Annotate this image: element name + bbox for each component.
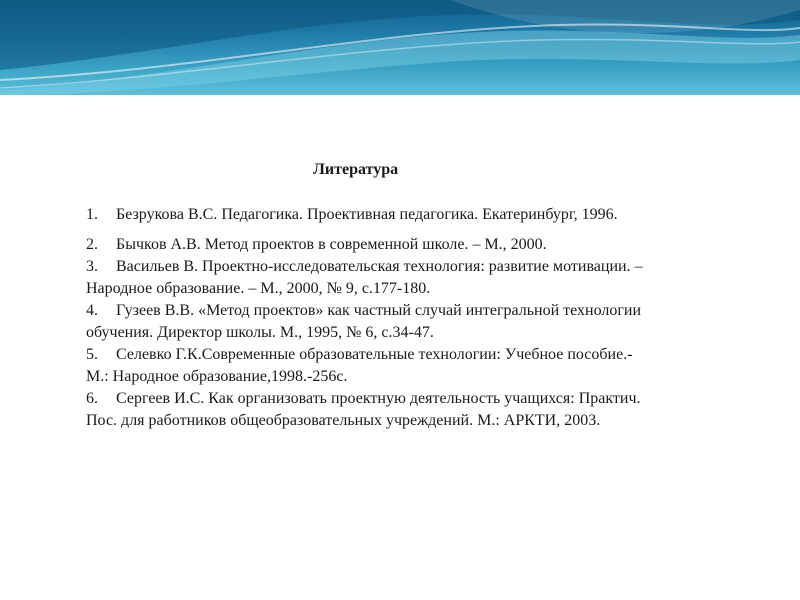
decorative-wave-band: [0, 0, 800, 95]
bibliography-entry: [86, 344, 646, 388]
entry-text: Сергеев И.С. Как организовать проектную деятельность учащихся: Практич. Пос. для работников общеобразовательных учреждений. М.: АРКТИ, 2003.: [86, 390, 641, 429]
bibliography-entry: [86, 388, 646, 432]
entry-text: Бычков А.В. Метод проектов в современной школе. – М., 2000.: [116, 236, 547, 253]
page-title: Литература: [313, 161, 399, 178]
bibliography-entry: [86, 234, 646, 256]
wave-graphic: [0, 0, 800, 95]
bibliography-entry: [86, 204, 646, 226]
entry-number: 6.: [86, 390, 98, 407]
entry-text: Селевко Г.К.Современные образовательные технологии: Учебное пособие.-М.: Народное образование,1998.-256с.: [86, 346, 633, 385]
entry-text: Гузеев В.В. «Метод проектов» как частный случай интегральной технологии обучения. Директор школы. М., 1995, № 6, с.34-47.: [86, 302, 642, 341]
entry-number: 3.: [86, 258, 98, 275]
entry-text: Васильев В. Проектно-исследовательская технология: развитие мотивации. – Народное образование. – М., 2000, № 9, с.177-180.: [86, 258, 643, 297]
bibliography-entry: [86, 300, 646, 344]
bibliography-entry: [86, 256, 646, 300]
entry-number: 5.: [86, 346, 98, 363]
bibliography-list: [86, 204, 646, 432]
entry-number: 1.: [86, 206, 98, 223]
entry-number: 4.: [86, 302, 98, 319]
entry-text: Безрукова В.С. Педагогика. Проективная педагогика. Екатеринбург, 1996.: [116, 206, 618, 223]
entry-number: 2.: [86, 236, 98, 253]
